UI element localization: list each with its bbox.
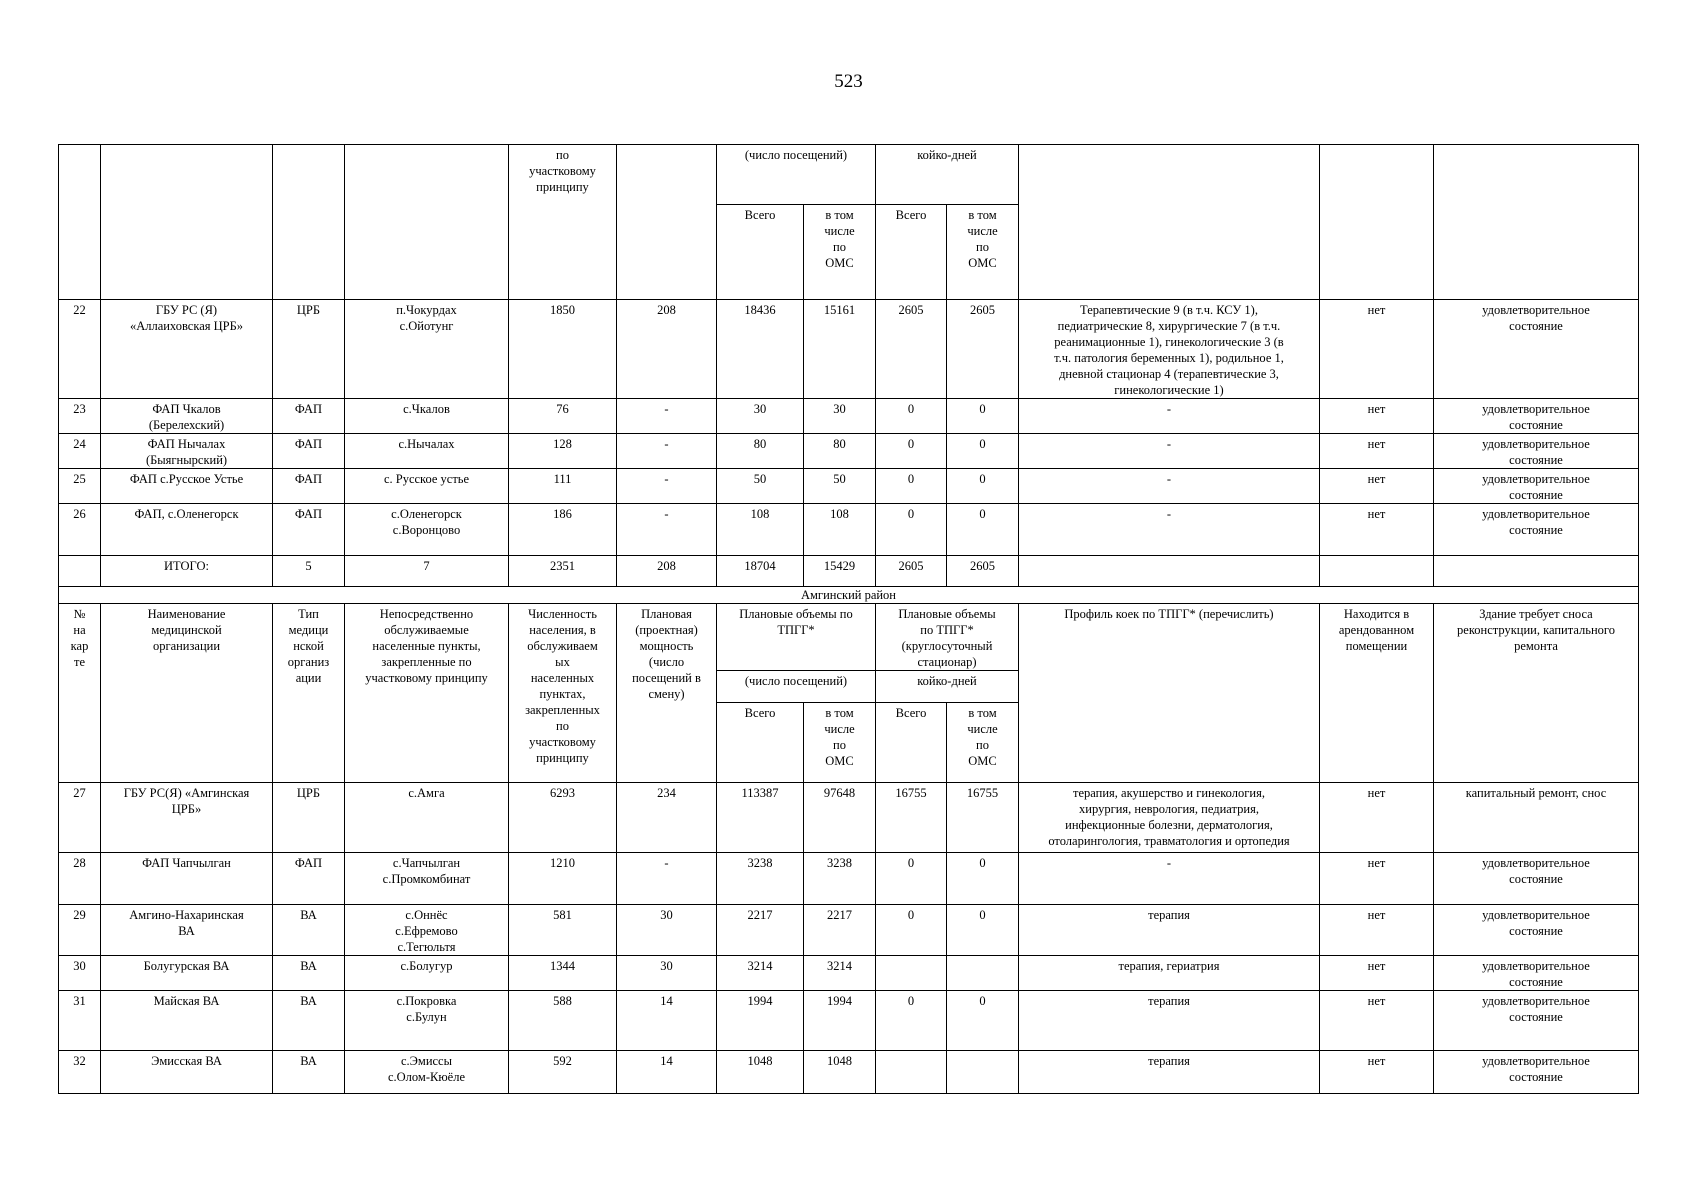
- visits-oms: 1994: [804, 991, 876, 1051]
- building-state: удовлетворительное состояние: [1434, 469, 1639, 504]
- org-name: Болугурская ВА: [101, 956, 273, 991]
- header-total: Всего: [717, 205, 804, 300]
- empty-cell: [1019, 556, 1320, 587]
- table-row: [59, 991, 1639, 1051]
- total-visits-oms: 15429: [804, 556, 876, 587]
- header-population-tail: по участковому принципу: [509, 145, 617, 300]
- beds-oms: 16755: [947, 783, 1019, 853]
- org-type: ЦРБ: [273, 783, 345, 853]
- row-number: 28: [59, 853, 101, 905]
- region-row: [59, 587, 1639, 604]
- org-type: ФАП: [273, 469, 345, 504]
- building-state: удовлетворительное состояние: [1434, 991, 1639, 1051]
- visits-total: 2217: [717, 905, 804, 956]
- table-row: [59, 1051, 1639, 1094]
- settlements: с.Оннёс с.Ефремово с.Тегюльтя: [345, 905, 509, 956]
- table-row: [59, 399, 1639, 434]
- visits-oms: 97648: [804, 783, 876, 853]
- total-population: 2351: [509, 556, 617, 587]
- org-type: ВА: [273, 905, 345, 956]
- org-type: ФАП: [273, 504, 345, 556]
- beds-total: 0: [876, 469, 947, 504]
- population: 581: [509, 905, 617, 956]
- rented: нет: [1320, 956, 1434, 991]
- rented: нет: [1320, 1051, 1434, 1094]
- capacity: -: [617, 399, 717, 434]
- settlements: с. Русское устье: [345, 469, 509, 504]
- bed-profile: терапия: [1019, 991, 1320, 1051]
- rented: нет: [1320, 783, 1434, 853]
- org-name: Амгино-Нахаринская ВА: [101, 905, 273, 956]
- header-total: Всего: [876, 205, 947, 300]
- total-beds-oms: 2605: [947, 556, 1019, 587]
- beds-oms: 0: [947, 853, 1019, 905]
- org-name: ГБУ РС(Я) «Амгинская ЦРБ»: [101, 783, 273, 853]
- beds-total: 0: [876, 991, 947, 1051]
- org-type: ЦРБ: [273, 300, 345, 399]
- header-cell: [273, 145, 345, 300]
- total-type-count: 5: [273, 556, 345, 587]
- row-number: 23: [59, 399, 101, 434]
- org-name: ФАП Нычалах (Быягнырский): [101, 434, 273, 469]
- total-beds: 2605: [876, 556, 947, 587]
- capacity: -: [617, 504, 717, 556]
- row-number: 32: [59, 1051, 101, 1094]
- page-number: 523: [834, 71, 863, 92]
- bed-profile: -: [1019, 399, 1320, 434]
- header-total: Всего: [717, 703, 804, 783]
- header-total: Всего: [876, 703, 947, 783]
- org-name: Эмисская ВА: [101, 1051, 273, 1094]
- facilities-table: [58, 144, 1639, 1094]
- capacity: -: [617, 434, 717, 469]
- population: 186: [509, 504, 617, 556]
- capacity: 234: [617, 783, 717, 853]
- building-state: удовлетворительное состояние: [1434, 853, 1639, 905]
- empty-cell: [59, 556, 101, 587]
- building-state: удовлетворительное состояние: [1434, 1051, 1639, 1094]
- header-type: Тип медици нской организ ации: [273, 604, 345, 783]
- settlements: с.Амга: [345, 783, 509, 853]
- bed-profile: -: [1019, 469, 1320, 504]
- capacity: 14: [617, 1051, 717, 1094]
- row-number: 25: [59, 469, 101, 504]
- header-name: Наименование медицинской организации: [101, 604, 273, 783]
- header-rented: Находится в арендованном помещении: [1320, 604, 1434, 783]
- beds-total: [876, 956, 947, 991]
- row-number: 24: [59, 434, 101, 469]
- population: 128: [509, 434, 617, 469]
- header-beds: Плановые объемы по ТПГГ* (круглосуточный стационар): [876, 604, 1019, 671]
- beds-total: [876, 1051, 947, 1094]
- visits-oms: 2217: [804, 905, 876, 956]
- bed-profile: Терапевтические 9 (в т.ч. КСУ 1), педиатрические 8, хирургические 7 (в т.ч. реанимационные 1), гинекологические 3 (в т.ч. патология беременных 1), родильное 1, дневной стационар 4 (терапевтические 3, гинекологические 1): [1019, 300, 1320, 399]
- beds-oms: 0: [947, 991, 1019, 1051]
- row-number: 27: [59, 783, 101, 853]
- rented: нет: [1320, 504, 1434, 556]
- bed-profile: -: [1019, 504, 1320, 556]
- total-visits: 18704: [717, 556, 804, 587]
- header-incl-oms: в том числе по ОМС: [947, 703, 1019, 783]
- population: 76: [509, 399, 617, 434]
- org-name: ФАП Чкалов (Берелехский): [101, 399, 273, 434]
- visits-total: 80: [717, 434, 804, 469]
- header-visits: Плановые объемы по ТПГГ*: [717, 604, 876, 671]
- table-row: [59, 469, 1639, 504]
- continuation-header-row: [59, 145, 1639, 205]
- header-row: [59, 604, 1639, 671]
- visits-oms: 3214: [804, 956, 876, 991]
- capacity: 208: [617, 300, 717, 399]
- capacity: -: [617, 853, 717, 905]
- population: 6293: [509, 783, 617, 853]
- bed-profile: -: [1019, 853, 1320, 905]
- header-cell: [617, 145, 717, 300]
- visits-total: 50: [717, 469, 804, 504]
- org-name: ФАП, с.Оленегорск: [101, 504, 273, 556]
- population: 111: [509, 469, 617, 504]
- table-row: [59, 853, 1639, 905]
- population: 592: [509, 1051, 617, 1094]
- capacity: 14: [617, 991, 717, 1051]
- building-state: удовлетворительное состояние: [1434, 504, 1639, 556]
- row-number: 30: [59, 956, 101, 991]
- empty-cell: [1434, 556, 1639, 587]
- settlements: п.Чокурдах с.Ойотунг: [345, 300, 509, 399]
- settlements: с.Нычалах: [345, 434, 509, 469]
- row-number: 26: [59, 504, 101, 556]
- total-row: [59, 556, 1639, 587]
- beds-total: 0: [876, 905, 947, 956]
- bed-profile: терапия, гериатрия: [1019, 956, 1320, 991]
- building-state: удовлетворительное состояние: [1434, 300, 1639, 399]
- region-title: Амгинский район: [59, 587, 1639, 604]
- org-type: ФАП: [273, 399, 345, 434]
- org-type: ФАП: [273, 853, 345, 905]
- org-type: ФАП: [273, 434, 345, 469]
- header-cell: [59, 145, 101, 300]
- header-settlements: Непосредственно обслуживаемые населенные пункты, закрепленные по участковому принципу: [345, 604, 509, 783]
- bed-profile: терапия: [1019, 905, 1320, 956]
- header-population: Численность населения, в обслуживаем ых населенных пунктах, закрепленных по участковому принципу: [509, 604, 617, 783]
- building-state: удовлетворительное состояние: [1434, 399, 1639, 434]
- visits-oms: 1048: [804, 1051, 876, 1094]
- visits-total: 18436: [717, 300, 804, 399]
- bed-profile: терапия: [1019, 1051, 1320, 1094]
- settlements: с.Чапчылган с.Промкомбинат: [345, 853, 509, 905]
- visits-total: 3214: [717, 956, 804, 991]
- settlements: с.Чкалов: [345, 399, 509, 434]
- beds-total: 2605: [876, 300, 947, 399]
- capacity: 30: [617, 956, 717, 991]
- table-row: [59, 300, 1639, 399]
- header-cell: [1434, 145, 1639, 300]
- beds-oms: 0: [947, 399, 1019, 434]
- table-row: [59, 434, 1639, 469]
- header-bed-units: койко-дней: [876, 671, 1019, 703]
- visits-oms: 108: [804, 504, 876, 556]
- building-state: капитальный ремонт, снос: [1434, 783, 1639, 853]
- header-visits-units: (число посещений): [717, 145, 876, 205]
- visits-total: 108: [717, 504, 804, 556]
- beds-oms: [947, 956, 1019, 991]
- population: 588: [509, 991, 617, 1051]
- beds-oms: 0: [947, 469, 1019, 504]
- header-visits-units: (число посещений): [717, 671, 876, 703]
- rented: нет: [1320, 991, 1434, 1051]
- header-cell: [1019, 145, 1320, 300]
- row-number: 29: [59, 905, 101, 956]
- bed-profile: -: [1019, 434, 1320, 469]
- population: 1210: [509, 853, 617, 905]
- total-label: ИТОГО:: [101, 556, 273, 587]
- org-type: ВА: [273, 956, 345, 991]
- org-name: ГБУ РС (Я) «Аллаиховская ЦРБ»: [101, 300, 273, 399]
- total-settlements: 7: [345, 556, 509, 587]
- header-bed-units: койко-дней: [876, 145, 1019, 205]
- settlements: с.Эмиссы с.Олом-Кюёле: [345, 1051, 509, 1094]
- header-incl-oms: в том числе по ОМС: [947, 205, 1019, 300]
- header-profile: Профиль коек по ТПГГ* (перечислить): [1019, 604, 1320, 783]
- beds-oms: [947, 1051, 1019, 1094]
- rented: нет: [1320, 399, 1434, 434]
- header-num: № на кар те: [59, 604, 101, 783]
- visits-oms: 3238: [804, 853, 876, 905]
- header-building: Здание требует сноса реконструкции, капитального ремонта: [1434, 604, 1639, 783]
- capacity: 30: [617, 905, 717, 956]
- beds-total: 0: [876, 399, 947, 434]
- org-type: ВА: [273, 991, 345, 1051]
- capacity: -: [617, 469, 717, 504]
- visits-total: 1048: [717, 1051, 804, 1094]
- beds-oms: 2605: [947, 300, 1019, 399]
- beds-total: 16755: [876, 783, 947, 853]
- rented: нет: [1320, 469, 1434, 504]
- settlements: с.Покровка с.Булун: [345, 991, 509, 1051]
- beds-oms: 0: [947, 504, 1019, 556]
- visits-oms: 80: [804, 434, 876, 469]
- visits-total: 3238: [717, 853, 804, 905]
- visits-oms: 15161: [804, 300, 876, 399]
- rented: нет: [1320, 905, 1434, 956]
- header-incl-oms: в том числе по ОМС: [804, 703, 876, 783]
- visits-total: 30: [717, 399, 804, 434]
- org-name: ФАП с.Русское Устье: [101, 469, 273, 504]
- table-row: [59, 956, 1639, 991]
- building-state: удовлетворительное состояние: [1434, 905, 1639, 956]
- population: 1344: [509, 956, 617, 991]
- header-cell: [101, 145, 273, 300]
- table-row: [59, 783, 1639, 853]
- visits-oms: 30: [804, 399, 876, 434]
- beds-total: 0: [876, 434, 947, 469]
- table-row: [59, 905, 1639, 956]
- visits-total: 113387: [717, 783, 804, 853]
- empty-cell: [1320, 556, 1434, 587]
- header-incl-oms: в том числе по ОМС: [804, 205, 876, 300]
- table-row: [59, 504, 1639, 556]
- header-cell: [345, 145, 509, 300]
- beds-total: 0: [876, 504, 947, 556]
- row-number: 31: [59, 991, 101, 1051]
- visits-oms: 50: [804, 469, 876, 504]
- settlements: с.Болугур: [345, 956, 509, 991]
- beds-oms: 0: [947, 905, 1019, 956]
- rented: нет: [1320, 853, 1434, 905]
- org-name: Майская ВА: [101, 991, 273, 1051]
- total-capacity: 208: [617, 556, 717, 587]
- building-state: удовлетворительное состояние: [1434, 956, 1639, 991]
- header-cell: [1320, 145, 1434, 300]
- header-capacity: Плановая (проектная) мощность (число посещений в смену): [617, 604, 717, 783]
- org-name: ФАП Чапчылган: [101, 853, 273, 905]
- rented: нет: [1320, 300, 1434, 399]
- population: 1850: [509, 300, 617, 399]
- settlements: с.Оленегорск с.Воронцово: [345, 504, 509, 556]
- visits-total: 1994: [717, 991, 804, 1051]
- bed-profile: терапия, акушерство и гинекология, хирургия, неврология, педиатрия, инфекционные болезни, дерматология, отоларингология, травматология и ортопедия: [1019, 783, 1320, 853]
- building-state: удовлетворительное состояние: [1434, 434, 1639, 469]
- row-number: 22: [59, 300, 101, 399]
- beds-total: 0: [876, 853, 947, 905]
- rented: нет: [1320, 434, 1434, 469]
- beds-oms: 0: [947, 434, 1019, 469]
- org-type: ВА: [273, 1051, 345, 1094]
